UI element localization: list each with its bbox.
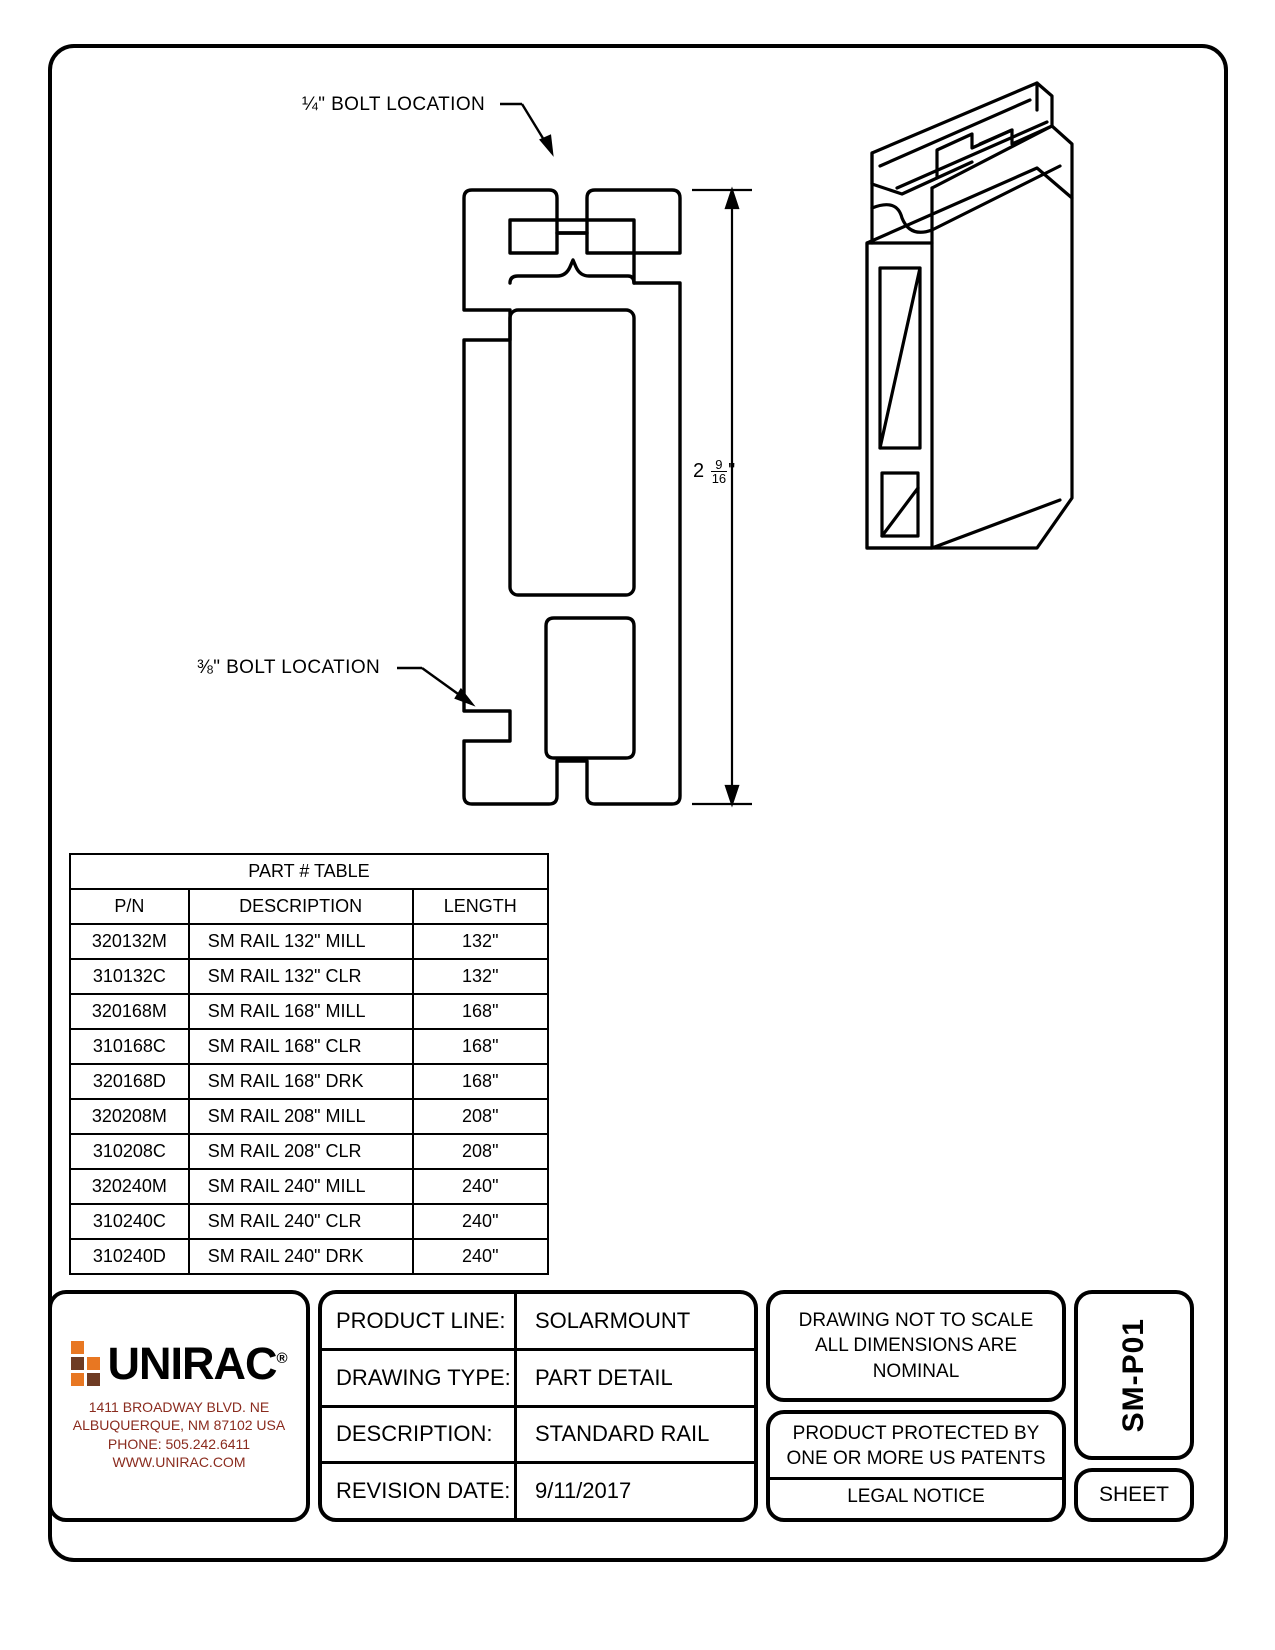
cell-length: 168" xyxy=(413,1064,549,1099)
cell-pn: 320240M xyxy=(70,1169,189,1204)
cell-pn: 310168C xyxy=(70,1029,189,1064)
cell-length: 240" xyxy=(413,1204,549,1239)
table-row xyxy=(70,959,548,994)
table-title: PART # TABLE xyxy=(70,854,548,889)
cell-pn: 310132C xyxy=(70,959,189,994)
header-pn: P/N xyxy=(70,889,189,924)
sheet-column xyxy=(1074,1290,1194,1522)
table-row xyxy=(70,1239,548,1274)
dim-fraction xyxy=(711,458,727,485)
header-description: DESCRIPTION xyxy=(189,889,413,924)
address-line-1: 1411 BROADWAY BLVD. NE xyxy=(88,1398,270,1415)
scale-note-block xyxy=(766,1290,1066,1402)
sheet-label-text: SHEET xyxy=(1098,1483,1169,1506)
three-eighth-bolt-annotation: ⅜" BOLT LOCATION xyxy=(197,657,381,678)
cell-pn: 310240D xyxy=(70,1239,189,1274)
company-logo-block xyxy=(48,1290,310,1522)
cell-description: SM RAIL 168" CLR xyxy=(189,1029,413,1064)
patent-note-block xyxy=(766,1410,1066,1522)
legal-notice-label[interactable]: LEGAL NOTICE xyxy=(770,1477,1062,1510)
table-row xyxy=(70,994,548,1029)
field-drawing-type xyxy=(322,1351,754,1408)
header-length: LENGTH xyxy=(413,889,549,924)
cell-pn: 320168D xyxy=(70,1064,189,1099)
table-title-row xyxy=(70,854,548,889)
logo-wordmark xyxy=(107,1337,287,1389)
address-line-2: ALBUQUERQUE, NM 87102 USA xyxy=(72,1417,286,1434)
table-row xyxy=(70,1134,548,1169)
label-description: DESCRIPTION: xyxy=(322,1408,517,1462)
part-number-table xyxy=(69,853,549,1275)
cell-description: SM RAIL 132" MILL xyxy=(189,924,413,959)
value-product-line: SOLARMOUNT xyxy=(535,1307,691,1333)
scale-note-line-2: ALL DIMENSIONS ARE xyxy=(814,1335,1017,1357)
cell-length: 132" xyxy=(413,959,549,994)
label-drawing-type: DRAWING TYPE: xyxy=(322,1351,517,1405)
dim-whole: 2 xyxy=(693,459,705,482)
table-row xyxy=(70,1029,548,1064)
table-row xyxy=(70,924,548,959)
cell-description: SM RAIL 240" DRK xyxy=(189,1239,413,1274)
phone-line: PHONE: 505.242.6411 xyxy=(107,1435,251,1452)
value-description: STANDARD RAIL xyxy=(535,1421,710,1447)
sheet-id-block xyxy=(1074,1290,1194,1460)
cell-description: SM RAIL 240" MILL xyxy=(189,1169,413,1204)
field-revision-date xyxy=(322,1464,754,1518)
drawing-area xyxy=(52,48,1232,1288)
scale-note-line-3: NOMINAL xyxy=(872,1360,960,1382)
cell-pn: 310240C xyxy=(70,1204,189,1239)
patent-note-line-1: PRODUCT PROTECTED BY xyxy=(792,1422,1040,1444)
cell-description: SM RAIL 208" MILL xyxy=(189,1099,413,1134)
cell-pn: 320168M xyxy=(70,994,189,1029)
table-row xyxy=(70,1099,548,1134)
table-header-row xyxy=(70,889,548,924)
drawing-fields-block xyxy=(318,1290,758,1522)
cell-pn: 320132M xyxy=(70,924,189,959)
cell-description: SM RAIL 168" DRK xyxy=(189,1064,413,1099)
table-row xyxy=(70,1169,548,1204)
field-product-line xyxy=(322,1294,754,1351)
notes-column xyxy=(766,1290,1066,1522)
website-line[interactable]: WWW.UNIRAC.COM xyxy=(112,1453,246,1470)
scale-note-line-1: DRAWING NOT TO SCALE xyxy=(798,1309,1034,1331)
label-revision-date: REVISION DATE: xyxy=(322,1464,517,1518)
cell-length: 208" xyxy=(413,1099,549,1134)
dim-numerator: 9 xyxy=(711,458,727,472)
cell-pn: 320208M xyxy=(70,1099,189,1134)
sheet-id-text: SM-P01 xyxy=(1117,1317,1150,1433)
logo-uni: UNI xyxy=(107,1337,182,1389)
patent-note-line-2: ONE OR MORE US PATENTS xyxy=(786,1447,1046,1469)
cell-pn: 310208C xyxy=(70,1134,189,1169)
cell-length: 240" xyxy=(413,1169,549,1204)
table-row xyxy=(70,1204,548,1239)
height-dimension-label xyxy=(693,458,735,485)
cell-description: SM RAIL 240" CLR xyxy=(189,1204,413,1239)
cell-length: 208" xyxy=(413,1134,549,1169)
field-description xyxy=(322,1408,754,1465)
cell-description: SM RAIL 208" CLR xyxy=(189,1134,413,1169)
title-block xyxy=(48,1290,1228,1562)
cell-description: SM RAIL 168" MILL xyxy=(189,994,413,1029)
rail-profile-drawing xyxy=(52,48,1232,858)
rail-isometric-view xyxy=(867,83,1072,548)
dim-unit: " xyxy=(728,459,736,482)
quarter-bolt-annotation: ¼" BOLT LOCATION xyxy=(302,94,486,115)
cell-description: SM RAIL 132" CLR xyxy=(189,959,413,994)
cell-length: 240" xyxy=(413,1239,549,1274)
unirac-logo-icon xyxy=(71,1341,100,1386)
value-revision-date: 9/11/2017 xyxy=(535,1478,632,1504)
registered-mark: ® xyxy=(276,1349,287,1367)
table-row xyxy=(70,1064,548,1099)
cell-length: 168" xyxy=(413,994,549,1029)
label-product-line: PRODUCT LINE: xyxy=(322,1294,517,1348)
sheet-label-block xyxy=(1074,1468,1194,1522)
cell-length: 168" xyxy=(413,1029,549,1064)
logo-row xyxy=(71,1337,287,1389)
logo-rac: RAC xyxy=(181,1337,277,1389)
cell-length: 132" xyxy=(413,924,549,959)
dim-denominator: 16 xyxy=(711,471,727,486)
value-drawing-type: PART DETAIL xyxy=(535,1364,673,1390)
